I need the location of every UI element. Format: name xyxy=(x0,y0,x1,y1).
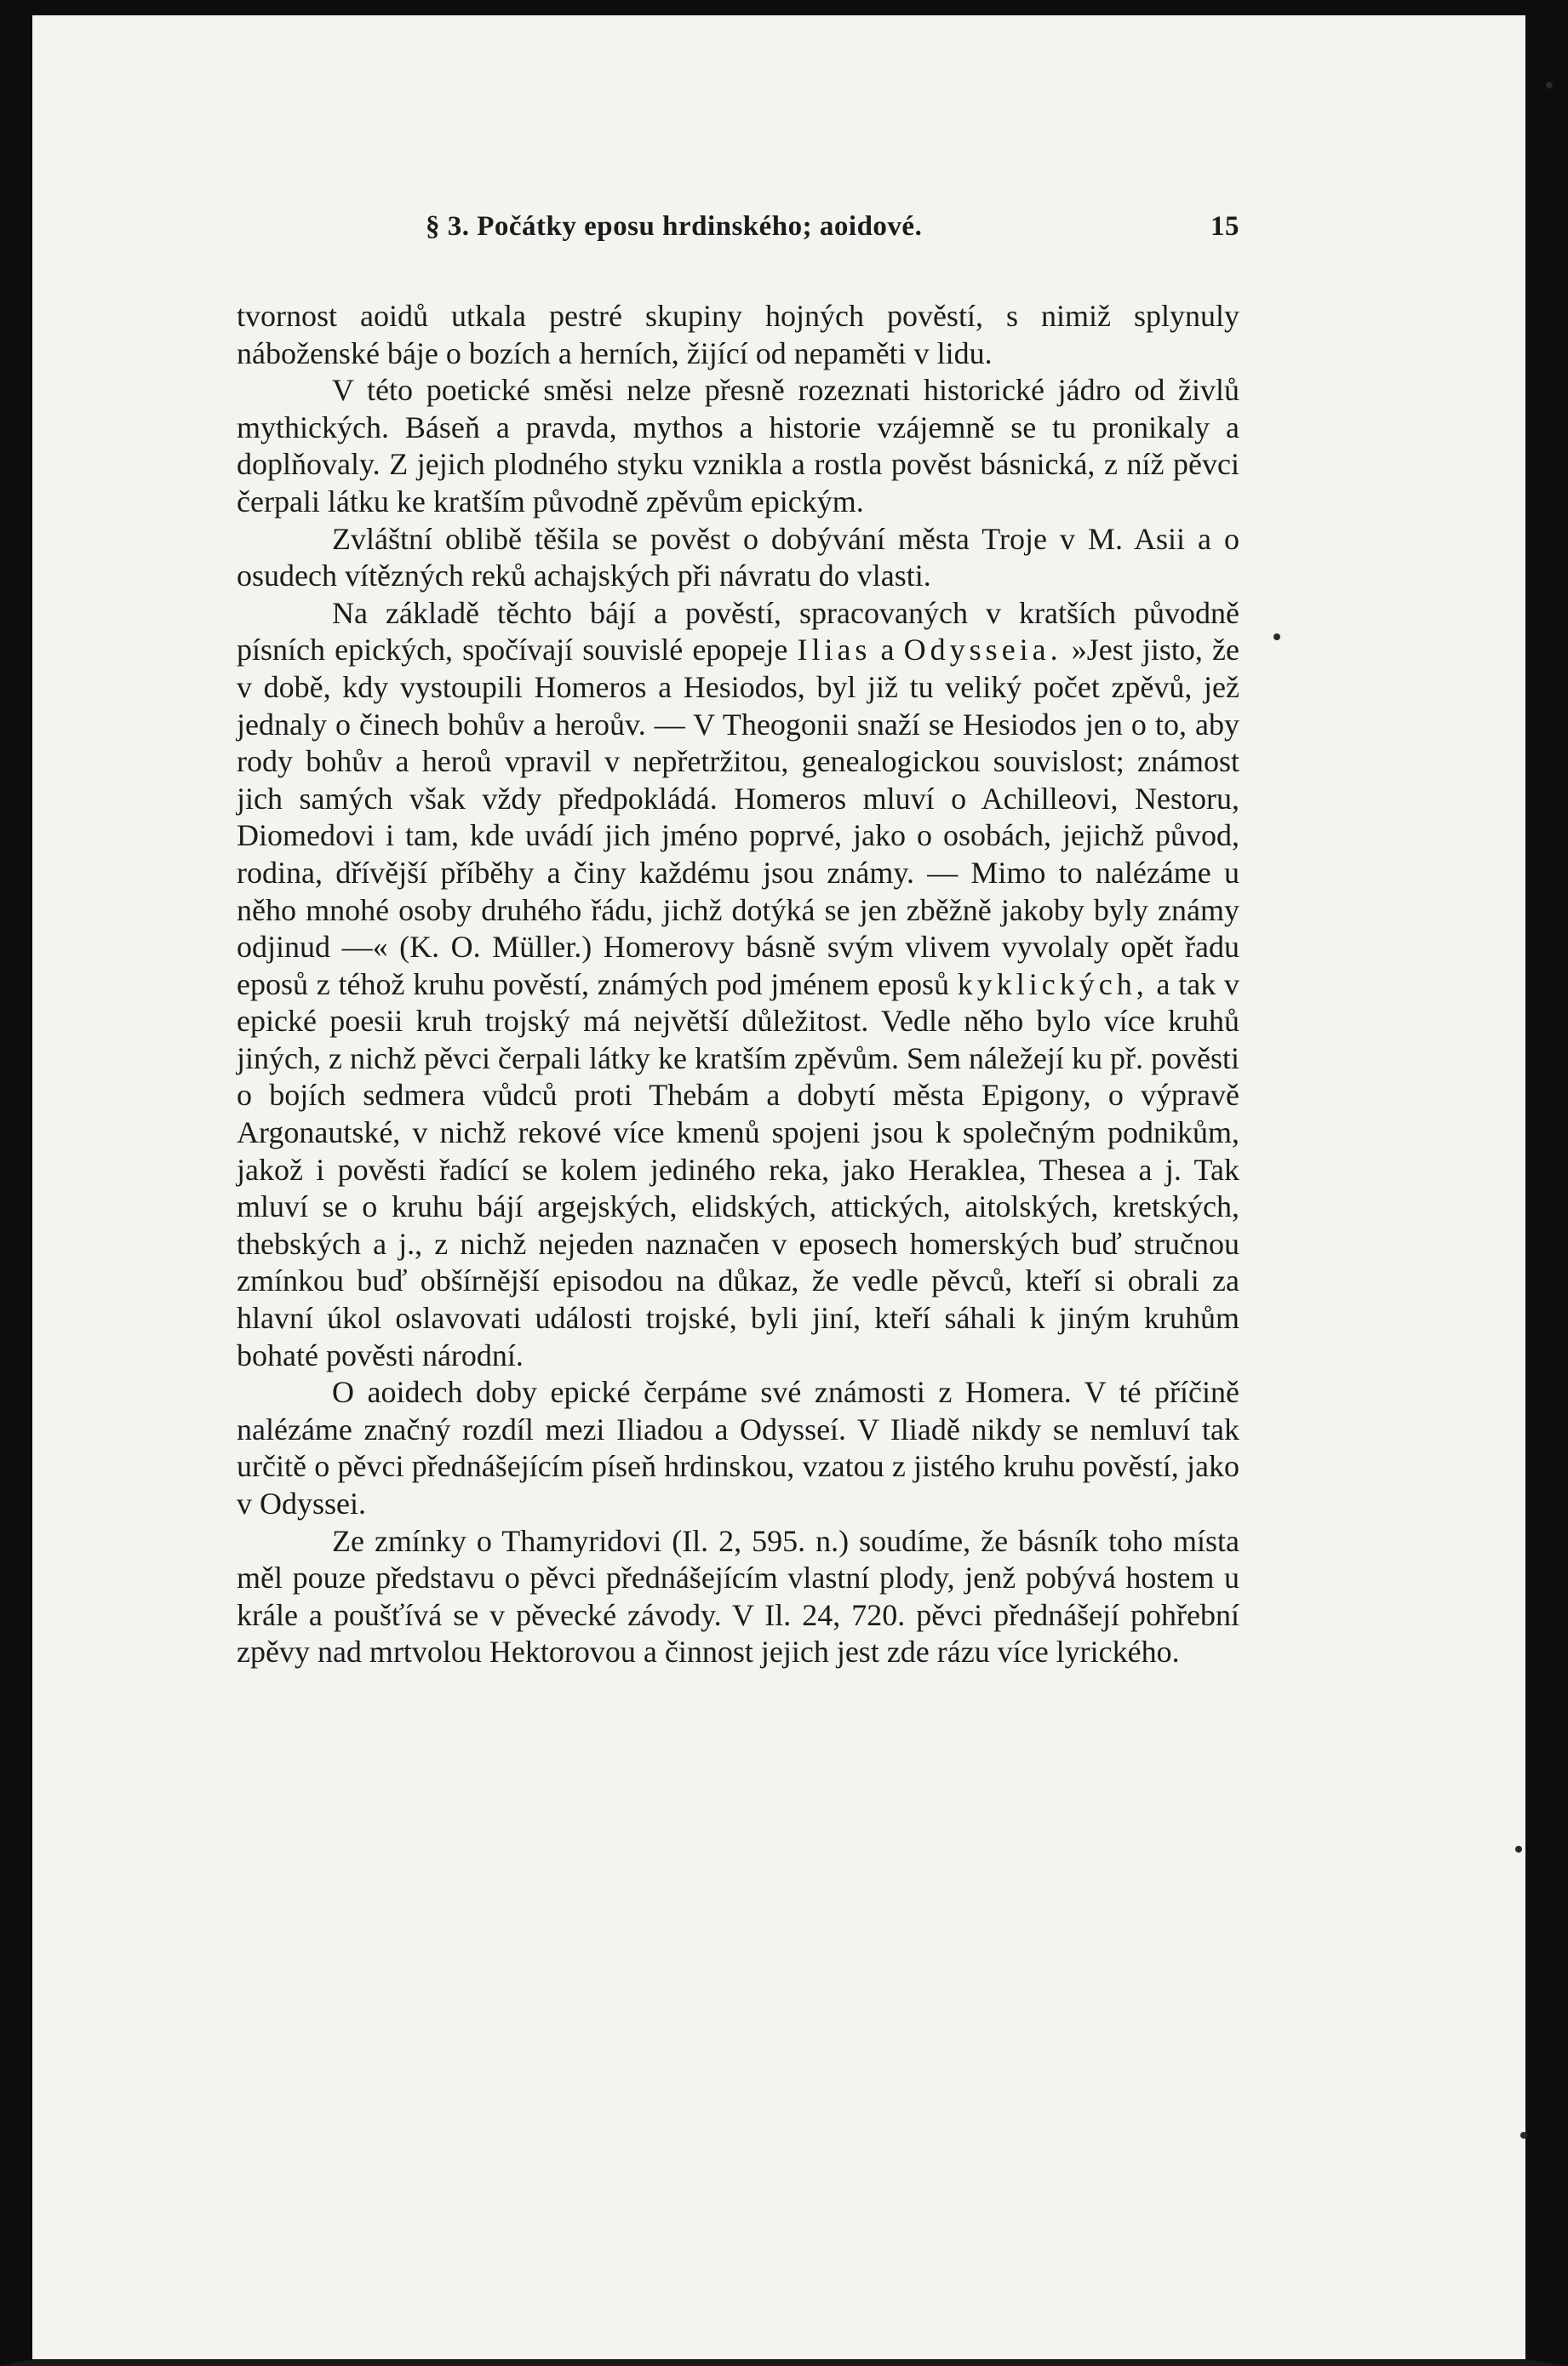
spaced-emphasis: kyklických, xyxy=(957,966,1148,1001)
text-run: Zvláštní oblibě těšila se pověst o dobývání města Troje v M. Asii a o osudech vítězných reků achajských při návratu do vlasti. xyxy=(237,521,1239,593)
text-run: Ze zmínky o Thamyridovi (Il. 2, 595. n.) soudíme, že básník toho místa měl pouze představu o pěvci přednášejícím vlastní plody, jenž pobývá hostem u krále a poušťívá se v pěvecké závody. V Il. 24, 720. pěvci přednášejí pohřební zpěvy nad mrtvolou Hektorovou a činnost jejich jest zde rázu více lyrického. xyxy=(237,1523,1239,1670)
text-run: Na základě těchto bájí a pověstí, spracovaných v kratších původně písních epických, spočívají souvislé epopeje xyxy=(237,595,1239,667)
spaced-emphasis: Ilias xyxy=(797,633,872,667)
text-run: O aoidech doby epické čerpáme své známosti z Homera. V té příčině nalézáme značný rozdíl mezi Iliadou a Odysseí. V Iliadě nikdy se nemluví tak určitě o pěvci přednášejícím píseň hrdinskou, vzatou z jistého kruhu pověstí, jako v Odyssei. xyxy=(237,1375,1239,1521)
text-run: V této poetické směsi nelze přesně rozeznati historické jádro od živlů mythických. Báseň a pravda, mythos a historie vzájemně se tu pronikaly a doplňovaly. Z jejich plodného styku vznikla a rostla pověst básnická, z níž pěvci čerpali látku ke kratším původně zpěvům epickým. xyxy=(237,373,1239,518)
text-run: »Jest jisto, že v době, kdy vystoupili Homeros a Hesiodos, byl již tu veliký počet zpěvů, jež jednaly o činech bohův a heroův. — V Theogonii snaží se Hesiodos jen o to, aby rody bohův a heroů vpravil v nepřetržitou, genealogickou souvislost; známost jich samých však vždy předpokládá. Homeros mluví o Achilleovi, Nestoru, Diomedovi i tam, kde uvádí jich jméno poprvé, jako o osobách, jejichž původ, rodina, dřívější příběhy a činy každému jsou známy. — Mimo to nalézáme u něho mnohé osoby druhého řádu, jichž dotýká se jen zběžně jakoby byly známy odjinud —« (K. O. Müller.) Homerovy básně svým vlivem vyvolaly opět řadu eposů z téhož kruhu pověstí, známých pod jménem eposů xyxy=(237,633,1239,1001)
paragraph xyxy=(237,372,1239,520)
section-title: § 3. Počátky eposu hrdinského; aoidové. xyxy=(426,211,923,242)
dust-speck xyxy=(1273,633,1280,640)
body-text xyxy=(237,298,1239,1671)
running-header xyxy=(237,203,1239,254)
dust-speck xyxy=(1546,82,1553,89)
paragraph xyxy=(237,521,1239,595)
text-run: a xyxy=(871,633,904,667)
book-page xyxy=(237,203,1239,1671)
paragraph xyxy=(237,298,1239,372)
text-run: a tak v epické poesii kruh trojský má největší důležitost. Vedle něho bylo více kruhů jiných, z nichž pěvci čerpali látky ke kratším zpěvům. Sem náležejí ku př. pověsti o bojích sedmera vůdců proti Thebám a dobytí města Epigony, o výpravě Argonautské, v nichž rekové více kmenů spojeni jsou k společným podnikům, jakož i pověsti řadící se kolem jediného reka, jako Heraklea, Thesea a j. Tak mluví se o kruhu bájí argejských, elidských, attických, aitolských, kretských, thebských a j., z nichž nejeden naznačen v eposech homerských buď stručnou zmínkou buď obšírnější episodou na důkaz, že vedle pěvců, kteří si obrali za hlavní úkol oslavovati události trojské, byli jiní, kteří sáhali k jiným kruhům bohaté pověsti národní. xyxy=(237,966,1239,1372)
page-number: 15 xyxy=(1210,211,1239,242)
paragraph xyxy=(237,1374,1239,1522)
paragraph xyxy=(237,1523,1239,1671)
paragraph xyxy=(237,595,1239,1374)
dust-speck xyxy=(1520,2132,1527,2139)
text-run: tvornost aoidů utkala pestré skupiny hojných pověstí, s nimiž splynuly náboženské báje o bozích a herních, žijící od nepaměti v lidu. xyxy=(237,299,1239,370)
spaced-emphasis: Odysseia. xyxy=(903,633,1062,667)
dust-speck xyxy=(1515,1846,1522,1853)
